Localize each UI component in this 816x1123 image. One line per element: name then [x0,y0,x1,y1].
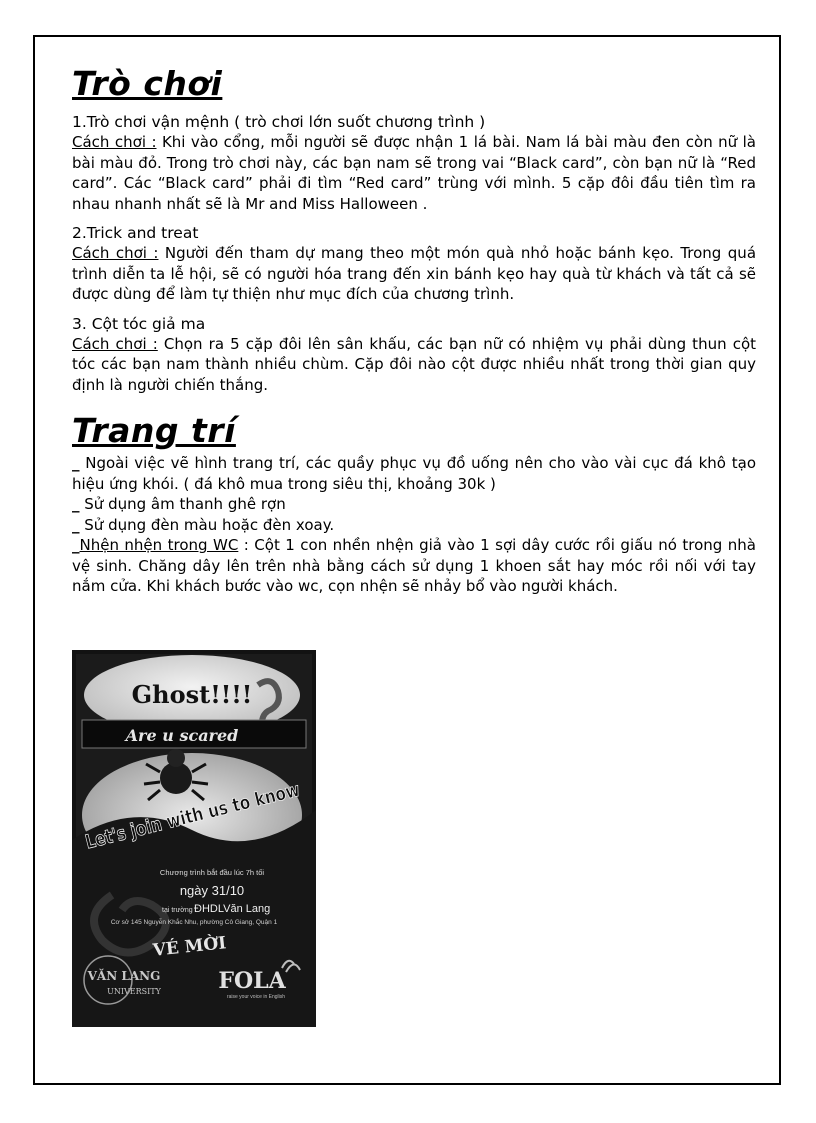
list-item: _ Sử dụng đèn màu hoặc đèn xoay. [72,515,335,534]
how-to-play-label: Cách chơi : [72,133,157,151]
game-2 [72,223,756,305]
poster-date-text: ngày 31/10 [179,883,245,898]
logo-left-subtitle: UNIVERSITY [107,987,161,996]
poster-ghost-text: Ghost!!!! [131,680,253,709]
poster-scared-text: Are u scared [125,726,239,745]
decoration-list [72,453,756,597]
game-3 [72,314,756,396]
game-heading: 3. Cột tóc giả ma [72,314,206,333]
poster-venue-text: ĐHDLVăn Lang [194,903,271,915]
game-description [72,243,756,305]
spider-label: Nhện nhện trong WC [79,536,239,554]
poster-invite-text: VÉ MỜI [151,933,228,961]
halloween-poster [72,650,355,1027]
poster-venue-prefix: tại trường [162,907,193,914]
list-item: _ Ngoài việc vẽ hình trang trí, các quầy phục vụ đồ uống nên cho vào vài cục đá khô tạo hiệu ứng khói. ( đá khô mua trong siêu thị, khoảng 30k ) [72,454,756,493]
game-text: Khi vào cổng, mỗi người sẽ được nhận 1 lá bài. Nam lá bài màu đen còn nữ là bài màu đỏ. Trong trò chơi này, các bạn nam sẽ trong vai “Black card”, còn bạn nữ là “Red card”. Các “Black card” phải đi tìm “Red card” trùng với mình. 5 cặp đôi đầu tiên tìm ra nhau nhanh nhất sẽ là Mr and Miss Halloween . [72,133,756,213]
poster-time-text: Chương trình bắt đầu lúc 7h tối [159,868,265,877]
game-description [72,132,756,214]
game-1 [72,112,756,214]
poster-address-text: Cơ sở 145 Nguyễn Khắc Nhu, phường Cô Giang, Quận 1 [110,919,278,926]
how-to-play-label: Cách chơi : [72,334,158,353]
list-item: _Nhện nhện trong WC : Cột 1 con nhền nhện giả vào 1 sợi dây cước rồi giấu nó trong nhà vệ sinh. Chăng dây lên trên nhà bằng cách sử dụng 1 khoen sắt hay móc rồi nối với tay nắm cửa. Khi khách bước vào wc, cọn nhện sẽ nhảy bổ vào người khách. [72,536,756,595]
section-title-games: Trò chơi [72,64,223,103]
game-heading: 2.Trick and treat [72,224,199,242]
fola-logo-text: FOLA [218,968,286,994]
game-description [72,334,756,396]
list-item: _ Sử dụng âm thanh ghê rợn [72,495,286,513]
fola-tagline: raise your voice in English [226,994,286,1000]
game-heading: 1.Trò chơi vận mệnh ( trò chơi lớn suốt chương trình ) [72,113,486,131]
game-text: Chọn ra 5 cặp đôi lên sân khấu, các bạn nữ có nhiệm vụ phải dùng thun cột tóc các bạn nam thành nhiều chùm. Cặp đôi nào cột được nhiều nhất trong thời gian quy định là người chiến thắng. [72,334,756,394]
document-body [72,62,756,597]
logo-left-title: VĂN LANG [87,969,161,983]
poster-join-text: Let's join with us to know [83,765,355,854]
game-text: Người đến tham dự mang theo một món quà nhỏ hoặc bánh kẹo. Trong quá trình diễn ta lễ hội, sẽ có người hóa trang đến xin bánh kẹo hay quà từ khách và tất cả sẽ được dùng để làm tự thiện như mục đích của chương trình. [72,244,757,303]
section-title-decoration: Trang trí [72,411,236,450]
how-to-play-label: Cách chơi : [72,244,159,262]
